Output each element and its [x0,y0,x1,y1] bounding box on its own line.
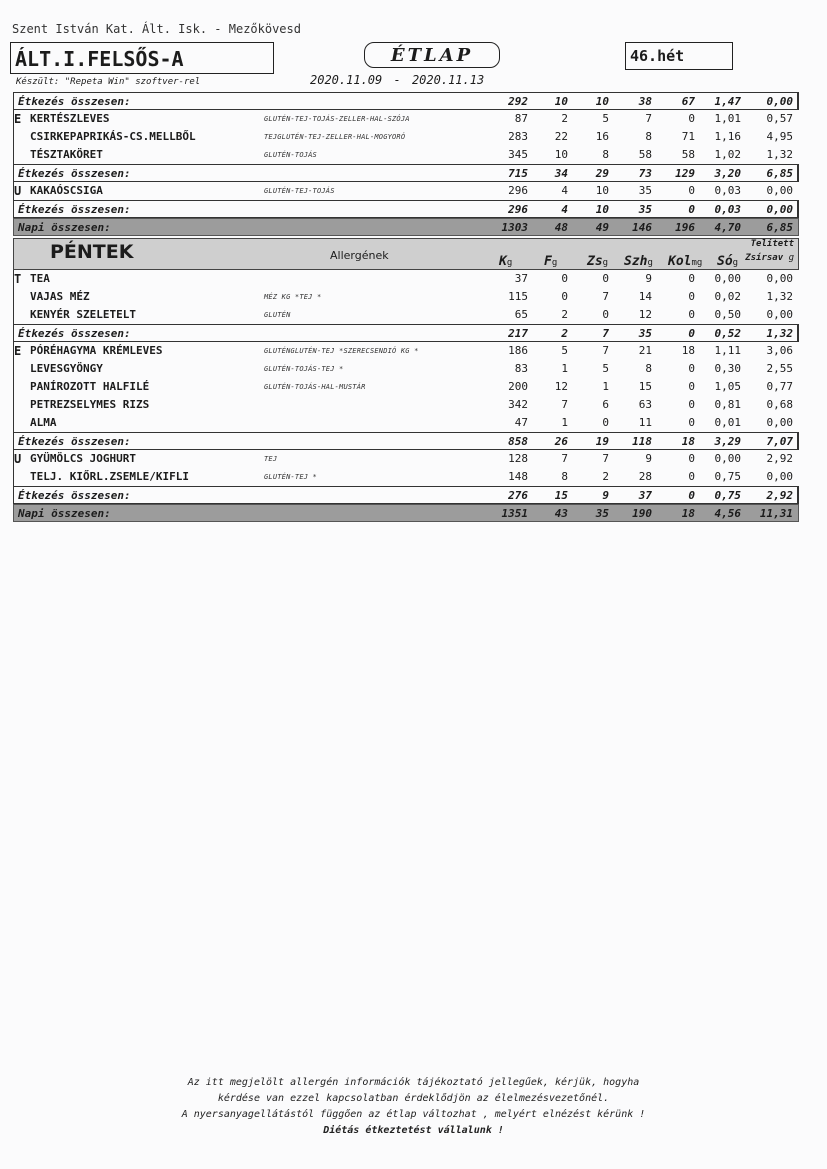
value-cell: 15 [554,489,568,502]
menu-item-row [14,306,799,324]
value-cell: 1303 [501,221,528,234]
allergen-list: MÉZ KG *TEJ * [264,293,322,301]
value-cell: 0 [561,290,568,303]
date-dash: - [393,73,401,87]
value-cell: 35 [638,327,652,340]
value-cell: 0 [602,308,609,321]
value-cell: 1,32 [766,148,793,161]
footer-note-3: A nyersanyagellátástól függően az étlap változhat , melyért elnézést kérünk ! [181,1109,646,1120]
day-name: PÉNTEK [50,241,134,263]
value-cell: 18 [681,507,695,520]
menu-item-row [14,378,799,396]
column-unit: g [506,258,513,268]
meal-total-row [13,324,799,342]
meal-total-row [13,432,799,450]
meal-total-row [13,200,799,218]
value-cell: 11 [638,416,652,429]
dish-name: KERTÉSZLEVES [30,112,110,125]
saturated-label-2 [745,249,794,267]
value-cell: 0,00 [766,272,793,285]
column-label: K [499,254,507,269]
value-cell: 1,02 [714,148,741,161]
column-unit: mg [691,258,703,268]
value-cell: 0,75 [714,489,741,502]
value-cell: 190 [632,507,652,520]
value-cell: 1,01 [714,112,741,125]
menu-item-row [14,468,799,486]
dish-name: PÓRÉHAGYMA KRÉMLEVES [30,344,163,357]
value-cell: 0 [688,380,695,393]
meal-group [13,270,799,324]
saturated-label-1: Telített [750,239,794,249]
value-cell: 342 [508,398,528,411]
value-cell: 2 [561,112,568,125]
value-cell: 2,92 [766,452,793,465]
menu-table [13,92,799,522]
value-cell: 4,95 [766,130,793,143]
allergen-list: GLUTÉN-TEJ-TOJÁS [264,187,335,195]
software-note: Készült: "Repeta Win" szoftver-rel [16,77,201,87]
date-range [310,73,484,87]
value-cell: 10 [595,184,609,197]
value-cell: 37 [638,489,652,502]
value-cell: 9 [645,272,652,285]
value-cell: 0 [688,452,695,465]
total-label: Étkezés összesen: [18,203,131,216]
value-cell: 63 [638,398,652,411]
allergen-list: GLUTÉN-TEJ-TOJÁS-ZELLER-HAL-SZÓJA [264,115,410,123]
value-cell: 0 [688,308,695,321]
value-cell: 196 [675,221,695,234]
value-cell: 0 [688,416,695,429]
meal-total-row [13,92,799,110]
value-cell: 0 [688,327,695,340]
value-cell: 19 [595,435,609,448]
meal-group [13,110,799,164]
value-cell: 0,50 [714,308,741,321]
total-label: Étkezés összesen: [18,95,131,108]
value-cell: 1,32 [766,327,793,340]
value-cell: 1 [602,380,609,393]
value-cell: 0,00 [766,308,793,321]
value-cell: 3,06 [766,344,793,357]
total-label: Étkezés összesen: [18,435,131,448]
menu-title: ÉTLAP [364,42,500,68]
value-cell: 0 [688,290,695,303]
dish-name: CSIRKEPAPRIKÁS-CS.MELLBŐL [30,130,196,143]
class-name: ÁLT.I.FELSŐS-A [10,42,274,74]
value-cell: 0,00 [766,416,793,429]
value-cell: 1 [561,362,568,375]
column-label: Kol [668,254,692,269]
value-cell: 8 [602,148,609,161]
value-cell: 21 [638,344,652,357]
date-from: 2020.11.09 [310,73,383,87]
value-cell: 0,52 [714,327,741,340]
value-cell: 1,05 [714,380,741,393]
value-cell: 148 [508,470,528,483]
column-label: Só [717,254,733,269]
value-cell: 7 [602,452,609,465]
value-cell: 43 [554,507,568,520]
value-cell: 345 [508,148,528,161]
value-cell: 58 [638,148,652,161]
menu-item-row [14,396,799,414]
total-label: Étkezés összesen: [18,489,131,502]
value-cell: 0 [602,272,609,285]
value-cell: 7 [602,344,609,357]
total-label: Napi összesen: [18,221,111,234]
meal-group [13,450,799,486]
value-cell: 49 [595,221,609,234]
value-cell: 0,77 [766,380,793,393]
meal-total-row [13,164,799,182]
value-cell: 1,11 [714,344,741,357]
column-unit: g [602,258,609,268]
value-cell: 15 [638,380,652,393]
value-cell: 0,81 [714,398,741,411]
menu-item-row [14,270,799,288]
value-cell: 0 [688,470,695,483]
value-cell: 35 [638,184,652,197]
value-cell: 10 [554,95,568,108]
value-cell: 296 [508,184,528,197]
meal-group [13,182,799,200]
menu-item-row [14,414,799,432]
total-label: Étkezés összesen: [18,167,131,180]
total-label: Napi összesen: [18,507,111,520]
value-cell: 292 [508,95,528,108]
value-cell: 87 [514,112,528,125]
value-cell: 0 [561,272,568,285]
value-cell: 0,00 [714,452,741,465]
value-cell: 0,02 [714,290,741,303]
value-cell: 2 [602,470,609,483]
meal-type-mark: U [14,452,22,466]
dish-name: PETREZSELYMES RIZS [30,398,150,411]
menu-item-row [14,182,799,200]
value-cell: 58 [681,148,695,161]
column-label: Zs [587,254,603,269]
dish-name: PANÍROZOTT HALFILÉ [30,380,150,393]
dish-name: TELJ. KIŐRL.ZSEMLE/KIFLI [30,470,189,483]
value-cell: 35 [638,203,652,216]
menu-item-row [14,146,799,164]
allergen-header: Allergének [330,249,389,262]
footer-note-1: Az itt megjelölt allergén információk tájékoztató jellegűek, kérjük, hogyha [187,1077,640,1088]
menu-item-row [14,360,799,378]
value-cell: 0 [688,362,695,375]
value-cell: 6,85 [766,167,793,180]
value-cell: 8 [645,362,652,375]
value-cell: 115 [508,290,528,303]
allergen-list: GLUTÉN-TOJÁS [264,151,317,159]
value-cell: 0,03 [714,203,741,216]
value-cell: 10 [595,95,609,108]
value-cell: 7 [602,290,609,303]
value-cell: 18 [681,344,695,357]
value-cell: 5 [561,344,568,357]
value-cell: 6 [602,398,609,411]
meal-type-mark: T [14,272,22,286]
dish-name: GYÜMÖLCS JOGHURT [30,452,136,465]
date-to: 2020.11.13 [411,73,485,87]
daily-total-row [13,218,799,236]
value-cell: 283 [508,130,528,143]
value-cell: 37 [514,272,528,285]
value-cell: 18 [681,435,695,448]
dish-name: ALMA [30,416,57,429]
total-label: Étkezés összesen: [18,327,131,340]
value-cell: 7 [561,452,568,465]
value-cell: 0,75 [714,470,741,483]
value-cell: 26 [554,435,568,448]
week-number: 46.hét [625,42,733,70]
day-header [13,238,799,270]
meal-type-mark: E [14,344,22,358]
value-cell: 35 [595,507,609,520]
value-cell: 0,00 [766,203,793,216]
dish-name: KAKAÓSCSIGA [30,184,103,197]
allergen-list: TEJGLUTÉN-TEJ-ZELLER-HAL-MOGYORÓ [264,133,406,141]
dish-name: TÉSZTAKÖRET [30,148,103,161]
menu-item-row [14,128,799,146]
value-cell: 0,00 [766,184,793,197]
value-cell: 4,70 [714,221,741,234]
value-cell: 12 [554,380,568,393]
value-cell: 128 [508,452,528,465]
value-cell: 146 [632,221,652,234]
value-cell: 4 [561,184,568,197]
value-cell: 28 [638,470,652,483]
column-label: Szh [624,254,648,269]
value-cell: 29 [595,167,609,180]
value-cell: 73 [638,167,652,180]
allergen-list: GLUTÉN-TEJ * [264,473,317,481]
meal-total-row [13,486,799,504]
value-cell: 0 [688,489,695,502]
column-label: F [544,254,552,269]
value-cell: 0 [688,184,695,197]
value-cell: 4 [561,203,568,216]
value-cell: 65 [514,308,528,321]
value-cell: 1,32 [766,290,793,303]
column-unit: g [732,258,739,268]
value-cell: 3,20 [714,167,741,180]
dish-name: TEA [30,272,50,285]
value-cell: 83 [514,362,528,375]
menu-item-row [14,288,799,306]
value-cell: 0,03 [714,184,741,197]
value-cell: 9 [645,452,652,465]
column-unit: g [647,258,653,268]
value-cell: 9 [602,489,609,502]
value-cell: 8 [645,130,652,143]
value-cell: 71 [681,130,695,143]
value-cell: 858 [508,435,528,448]
value-cell: 0,57 [766,112,793,125]
value-cell: 2 [561,308,568,321]
value-cell: 0 [688,203,695,216]
value-cell: 0,00 [766,470,793,483]
value-cell: 2,55 [766,362,793,375]
menu-item-row [14,110,799,128]
value-cell: 0,00 [766,95,793,108]
column-unit: g [551,258,558,268]
value-cell: 118 [632,435,652,448]
value-cell: 4,56 [714,507,741,520]
value-cell: 34 [554,167,568,180]
value-cell: 22 [554,130,568,143]
value-cell: 7 [602,327,609,340]
saturated-label-2a: Zsírsav [745,253,784,263]
value-cell: 296 [508,203,528,216]
value-cell: 0 [688,112,695,125]
value-cell: 10 [554,148,568,161]
daily-total-row [13,504,799,522]
value-cell: 186 [508,344,528,357]
value-cell: 0 [688,398,695,411]
allergen-list: GLUTÉN-TOJÁS-TEJ * [264,365,344,373]
value-cell: 38 [638,95,652,108]
value-cell: 7 [561,398,568,411]
footer-note-2: kérdése van ezzel kapcsolatban érdeklődjön az élelmezésvezetőnél. [217,1093,610,1104]
allergen-list: GLUTÉN [264,311,291,319]
value-cell: 7 [645,112,652,125]
value-cell: 2 [561,327,568,340]
dish-name: KENYÉR SZELETELT [30,308,136,321]
value-cell: 0,00 [714,272,741,285]
value-cell: 0 [602,416,609,429]
menu-item-row [14,450,799,468]
menu-item-row [14,342,799,360]
value-cell: 48 [554,221,568,234]
saturated-unit: g [788,253,794,263]
footer-note-4: Diétás étkeztetést vállalunk ! [323,1125,504,1136]
value-cell: 10 [595,203,609,216]
value-cell: 276 [508,489,528,502]
value-cell: 1,16 [714,130,741,143]
value-cell: 0 [688,272,695,285]
value-cell: 12 [638,308,652,321]
value-cell: 1,47 [714,95,741,108]
value-cell: 16 [595,130,609,143]
value-cell: 1351 [501,507,528,520]
value-cell: 0,30 [714,362,741,375]
value-cell: 7,07 [766,435,793,448]
meal-type-mark: E [14,112,22,126]
allergen-list: GLUTÉNGLUTÉN-TEJ *SZERECSENDIÓ KG * [264,347,419,355]
value-cell: 0,68 [766,398,793,411]
value-cell: 5 [602,112,609,125]
dish-name: VAJAS MÉZ [30,290,90,303]
saturated-fat-header [745,239,794,267]
meal-type-mark: U [14,184,22,198]
meal-group [13,342,799,432]
value-cell: 8 [561,470,568,483]
value-cell: 3,29 [714,435,741,448]
value-cell: 5 [602,362,609,375]
value-cell: 715 [508,167,528,180]
value-cell: 1 [561,416,568,429]
value-cell: 217 [508,327,528,340]
allergen-list: TEJ [264,455,278,463]
allergen-list: GLUTÉN-TOJÁS-HAL-MUSTÁR [264,383,366,391]
value-cell: 2,92 [766,489,793,502]
value-cell: 200 [508,380,528,393]
value-cell: 11,31 [759,507,793,520]
dish-name: LEVESGYÖNGY [30,362,103,375]
value-cell: 0,01 [714,416,741,429]
school-name: Szent István Kat. Ált. Isk. - Mezőkövesd [12,22,301,36]
value-cell: 129 [675,167,695,180]
value-cell: 6,85 [766,221,793,234]
value-cell: 14 [638,290,652,303]
value-cell: 47 [514,416,528,429]
value-cell: 67 [681,95,695,108]
